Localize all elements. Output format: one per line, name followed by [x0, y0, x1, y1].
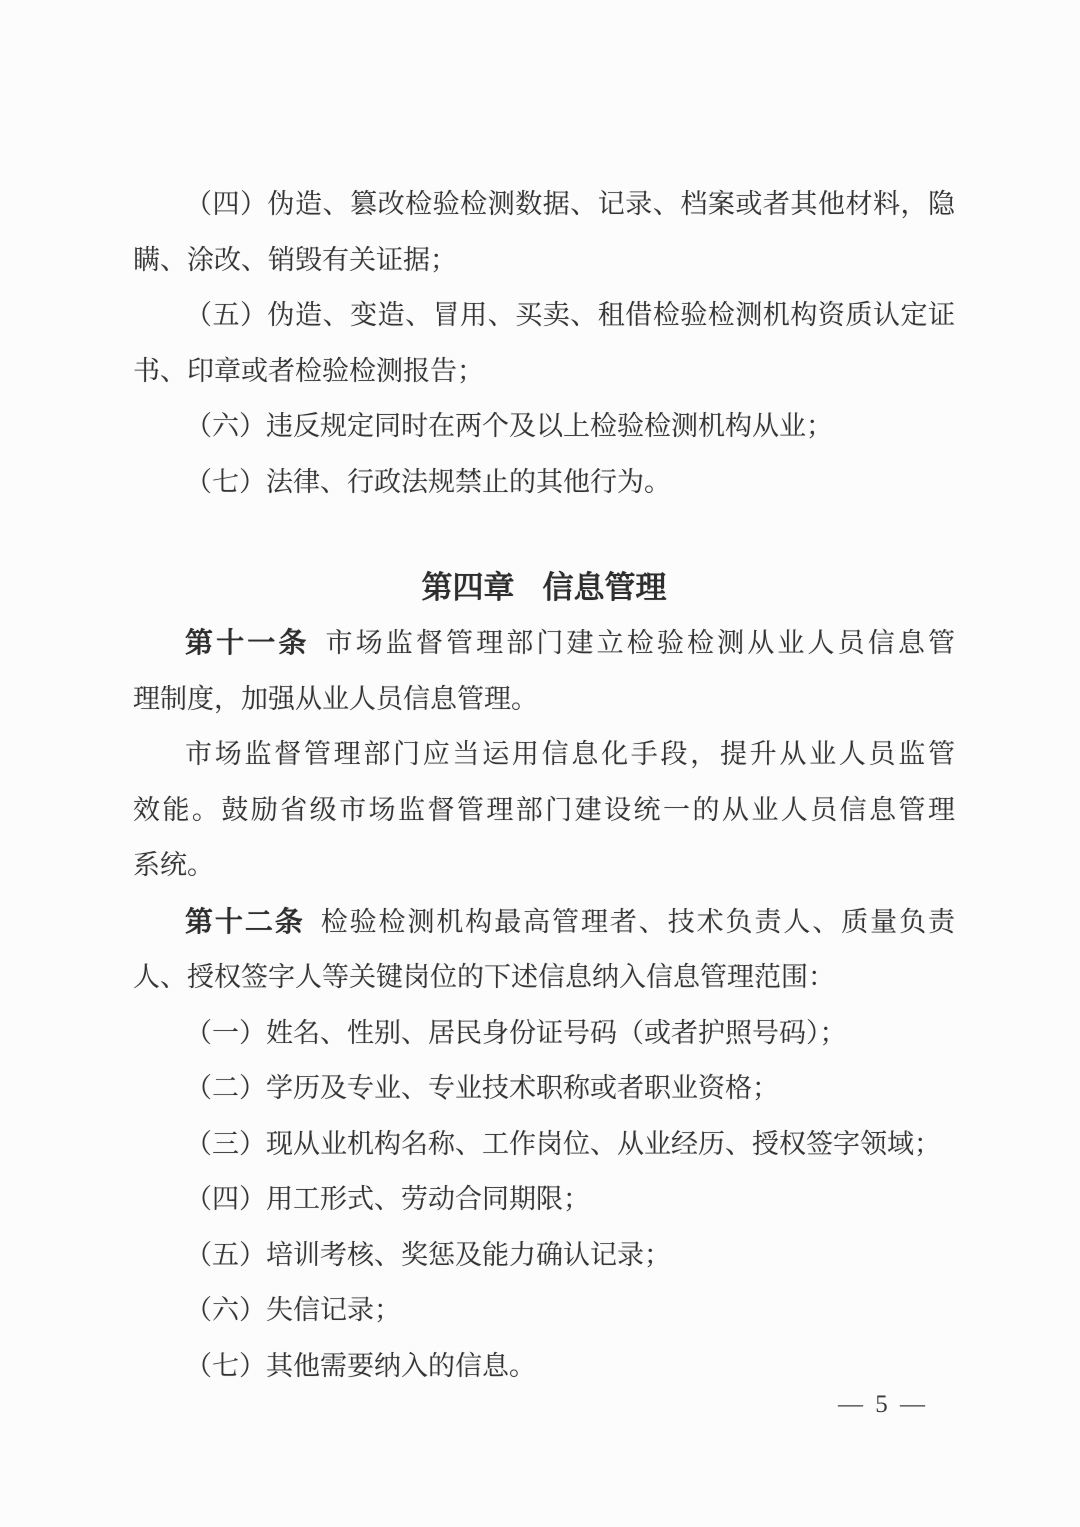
text-line: （七）其他需要纳入的信息。: [185, 1350, 536, 1381]
paragraph-clause-7: [133, 455, 955, 511]
paragraph-article-11: [133, 615, 955, 727]
article-12-text: 检验检测机构最高管理者、技术负责人、质量负责: [320, 906, 955, 937]
text-line: （六）违反规定同时在两个及以上检验检测机构从业；: [185, 411, 833, 441]
text-line: （七）法律、行政法规禁止的其他行为。: [185, 466, 671, 497]
text-line: （三）现从业机构名称、工作岗位、从业经历、授权签字领域；: [185, 1128, 941, 1159]
article-11-number: 第十一条: [185, 627, 310, 658]
chapter-title: 信息管理: [542, 570, 667, 605]
chapter-number: 第四章: [421, 570, 515, 605]
paragraph-info-system: [133, 727, 955, 894]
text-line: （四）伪造、篡改检验检测数据、记录、档案或者其他材料，隐: [185, 189, 955, 219]
page-number: — 5 —: [838, 1391, 928, 1418]
paragraph-article-12: [133, 894, 955, 1006]
article-11-text: 市场监督管理部门建立检验检测从业人员信息管: [325, 628, 955, 658]
text-line: [133, 615, 955, 672]
paragraph-clause-6: [133, 399, 955, 455]
chapter-heading: [133, 560, 955, 615]
text-line: （一）姓名、性别、居民身份证号码（或者护照号码）；: [185, 1017, 847, 1048]
text-line: （四）用工形式、劳动合同期限；: [185, 1184, 590, 1214]
text-line: （六）失信记录；: [185, 1295, 401, 1325]
text-line: 书、印章或者检验检测报告；: [133, 355, 484, 386]
paragraph-item-5: [133, 1228, 955, 1284]
paragraph-item-3: [133, 1117, 955, 1173]
paragraph-item-1: [133, 1006, 955, 1062]
text-line: 市场监督管理部门应当运用信息化手段，提升从业人员监管: [185, 739, 955, 769]
text-line: 人、授权签字人等关键岗位的下述信息纳入信息管理范围：: [133, 962, 835, 992]
text-line: 系统。: [133, 850, 214, 880]
text-line: [133, 894, 955, 951]
text-line: （五）伪造、变造、冒用、买卖、租借检验检测机构资质认定证: [185, 300, 955, 330]
paragraph-item-7: [133, 1339, 955, 1395]
paragraph-item-4: [133, 1172, 955, 1228]
text-line: 效能。鼓励省级市场监督管理部门建设统一的从业人员信息管理: [133, 794, 955, 825]
paragraph-clause-5: [133, 288, 955, 399]
text-line: 瞒、涂改、销毁有关证据；: [133, 244, 457, 275]
document-body: [133, 177, 955, 1394]
text-line: （五）培训考核、奖惩及能力确认记录；: [185, 1239, 671, 1270]
paragraph-clause-4: [133, 177, 955, 288]
paragraph-item-2: [133, 1061, 955, 1117]
text-line: （二）学历及专业、专业技术职称或者职业资格；: [185, 1073, 779, 1103]
paragraph-item-6: [133, 1283, 955, 1339]
text-line: 理制度，加强从业人员信息管理。: [133, 683, 538, 714]
article-12-number: 第十二条: [185, 905, 305, 937]
